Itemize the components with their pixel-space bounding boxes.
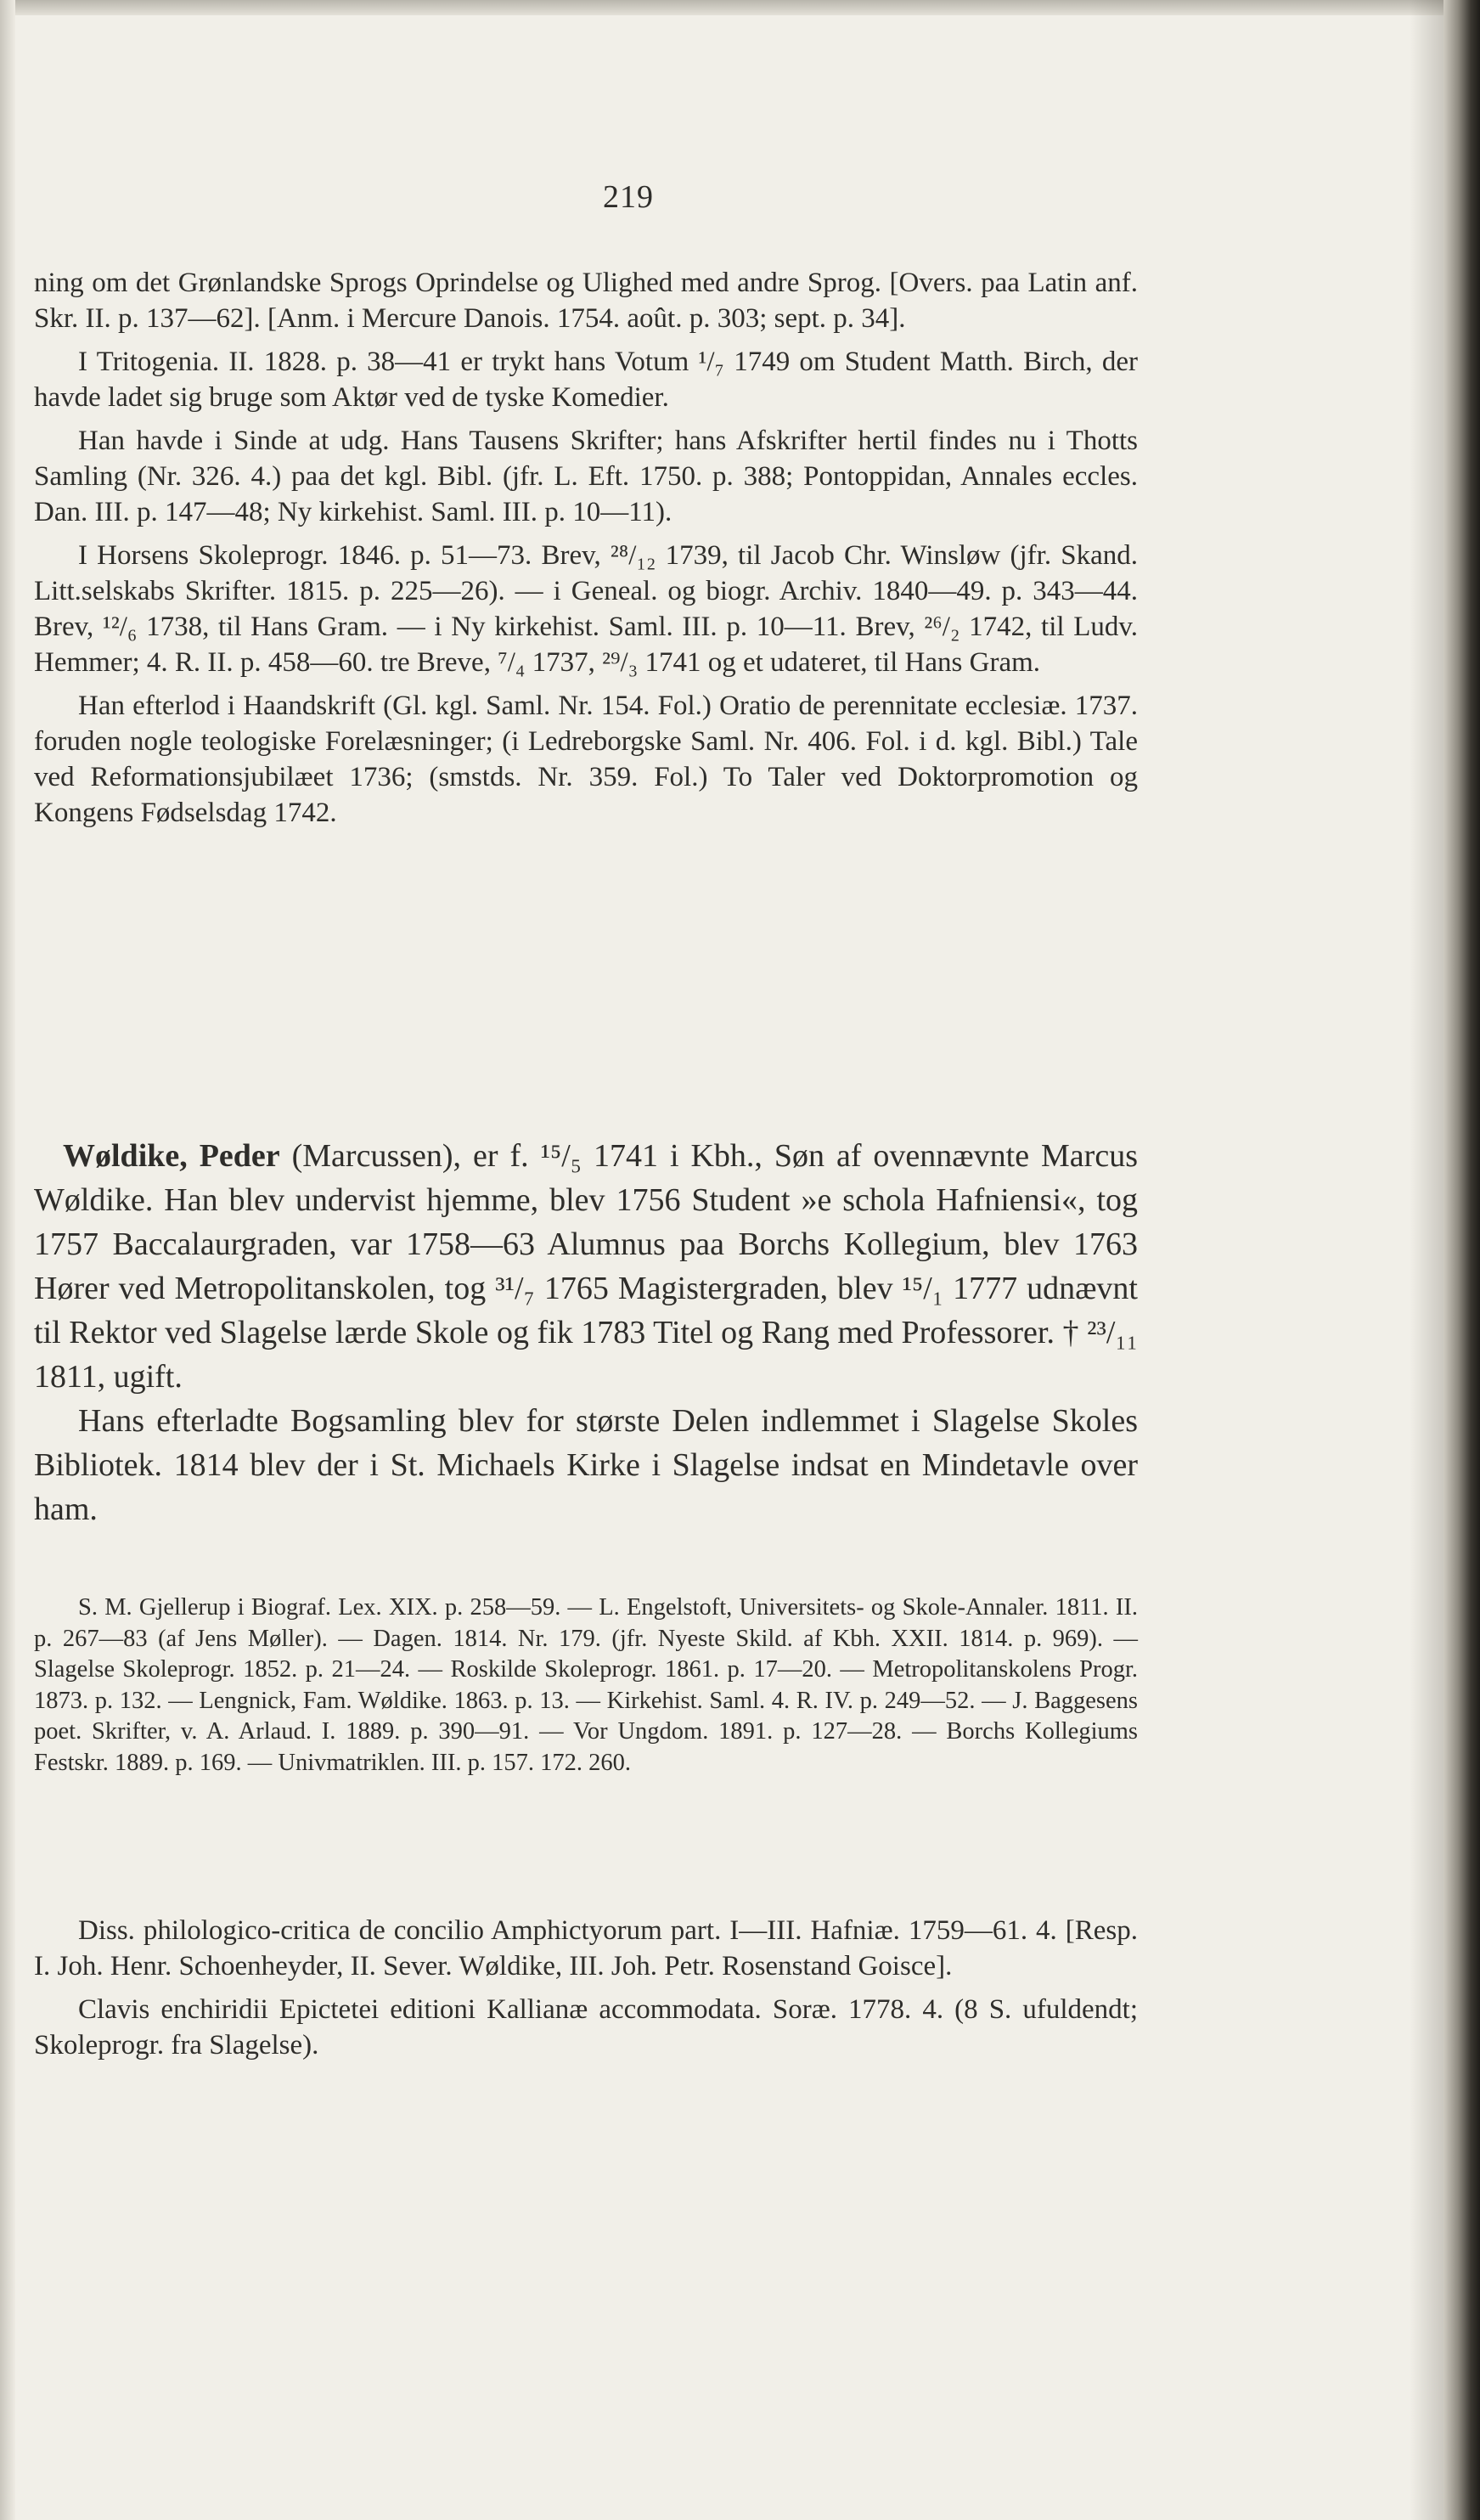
page-top-edge bbox=[0, 0, 1480, 15]
references bbox=[34, 1593, 1138, 1779]
page-number: 219 bbox=[603, 179, 654, 215]
entry-name: Wøldike, Peder bbox=[63, 1138, 280, 1174]
works-list bbox=[34, 1913, 1138, 2071]
entry-intro: (Marcussen), er f. ¹⁵/₅ 1741 i Kbh., Søn af ovennævnte Marcus Wøldike. Han blev undervist hjemme, blev 1756 Student »e schola Hafniensi«, tog 1757 Baccalaurgraden, var 1758—63 Alumnus paa Borchs Kollegium, blev 1763 Hører ved Metropolitanskolen, tog ³¹/₇ 1765 Magistergraden, blev ¹⁵/₁ 1777 udnævnt til Rektor ved Slagelse lærde Skole og fik 1783 Titel og Rang med Professorer. † ²³/₁₁ 1811, ugift. bbox=[34, 1138, 1138, 1395]
book-spine-edge bbox=[1443, 0, 1480, 2520]
work-item: Clavis enchiridii Epictetei editioni Kallianæ accommodata. Soræ. 1778. 4. (8 S. ufuldendt; Skoleprogr. fra Slagelse). bbox=[34, 1994, 1138, 2061]
entry-biography bbox=[34, 1134, 1138, 1399]
previous-entry-continuation bbox=[34, 265, 1138, 838]
paragraph: Han havde i Sinde at udg. Hans Tausens Skrifter; hans Afskrifter hertil findes nu i Thotts Samling (Nr. 326. 4.) paa det kgl. Bibl. (jfr. L. Eft. 1750. p. 388; Pontoppidan, Annales eccles. Dan. III. p. 147—48; Ny kirkehist. Saml. III. p. 10—11). bbox=[34, 426, 1138, 527]
entry-library-note: Hans efterladte Bogsamling blev for største Delen indlemmet i Slagelse Skoles Bibliotek. 1814 blev der i St. Michaels Kirke i Slagelse indsat en Mindetavle over ham. bbox=[34, 1403, 1138, 1527]
paragraph: ning om det Grønlandske Sprogs Oprindelse og Ulighed med andre Sprog. [Overs. paa Latin anf. Skr. II. p. 137—62]. [Anm. i Mercure Danois. 1754. août. p. 303; sept. p. 34]. bbox=[34, 268, 1138, 334]
paragraph: I Horsens Skoleprogr. 1846. p. 51—73. Brev, ²⁸/₁₂ 1739, til Jacob Chr. Winsløw (jfr. Skand. Litt.selskabs Skrifter. 1815. p. 225—26). — i Geneal. og biogr. Archiv. 1840—49. p. 343—44. Brev, ¹²/₆ 1738, til Hans Gram. — i Ny kirkehist. Saml. III. p. 10—11. Brev, ²⁶/₂ 1742, til Ludv. Hemmer; 4. R. II. p. 458—60. tre Breve, ⁷/₄ 1737, ²⁹/₃ 1741 og et udateret, til Hans Gram. bbox=[34, 540, 1138, 678]
gutter-shadow bbox=[1410, 0, 1445, 2520]
paragraph: Han efterlod i Haandskrift (Gl. kgl. Saml. Nr. 154. Fol.) Oratio de perennitate ecclesiæ. 1737. foruden nogle teologiske Forelæsninger; (i Ledreborgske Saml. Nr. 406. Fol. i d. kgl. Bibl.) Tale ved Reformationsjubilæet 1736; (smstds. Nr. 359. Fol.) To Taler ved Doktorpromotion og Kongens Fødselsdag 1742. bbox=[34, 691, 1138, 828]
page-left-edge bbox=[0, 0, 15, 2520]
references-text: S. M. Gjellerup i Biograf. Lex. XIX. p. 258—59. — L. Engelstoft, Universitets- og Skole-Annaler. 1811. II. p. 267—83 (af Jens Møller). — Dagen. 1814. Nr. 179. (jfr. Nyeste Skild. af Kbh. XXII. 1814. p. 969). — Slagelse Skoleprogr. 1852. p. 21—24. — Roskilde Skoleprogr. 1861. p. 17—20. — Metropolitanskolens Progr. 1873. p. 132. — Lengnick, Fam. Wøldike. 1863. p. 13. — Kirkehist. Saml. 4. R. IV. p. 249—52. — J. Baggesens poet. Skrifter, v. A. Arlaud. I. 1889. p. 390—91. — Vor Ungdom. 1891. p. 127—28. — Borchs Kollegiums Festskr. 1889. p. 169. — Univmatriklen. III. p. 157. 172. 260. bbox=[34, 1594, 1138, 1776]
work-item: Diss. philologico-critica de concilio Amphictyorum part. I—III. Hafniæ. 1759—61. 4. [Resp. I. Joh. Henr. Schoenheyder, II. Sever. Wøldike, III. Joh. Petr. Rosenstand Goisce]. bbox=[34, 1915, 1138, 1982]
paragraph: I Tritogenia. II. 1828. p. 38—41 er trykt hans Votum ¹/₇ 1749 om Student Matth. Birch, der havde ladet sig bruge som Aktør ved de tyske Komedier. bbox=[34, 347, 1138, 413]
entry-woldike-peder bbox=[34, 1134, 1138, 1531]
